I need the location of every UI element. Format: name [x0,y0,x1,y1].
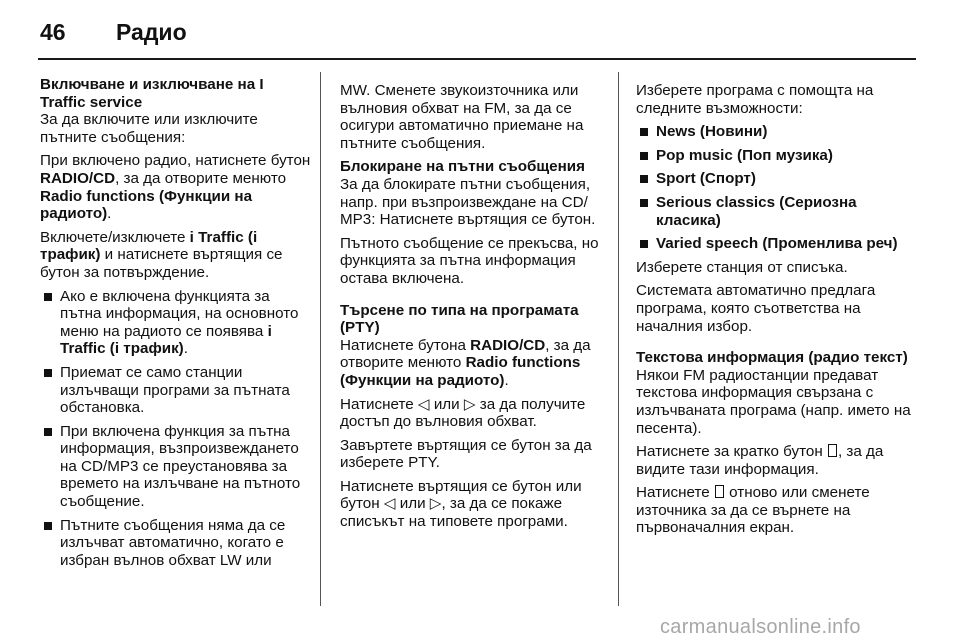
block-heading: Блокиране на пътни съобщения [340,158,586,176]
pty-step-3: Завъртете въртящия се бутон за да изберете PTY. [340,436,592,472]
program-options-list [636,123,916,253]
text-button-icon [828,444,837,457]
text-button-icon [715,485,724,498]
page-number: 46 [40,19,66,45]
list-item: Varied speech (Променлива реч) [636,235,916,253]
right-arrow-icon: ▷ [429,495,442,513]
radio-text-heading: Текстова информация (радио текст) [636,349,908,367]
list-item: News (Новини) [636,123,916,141]
program-text-1: Изберете станция от списъка. [636,258,848,276]
pty-step-4: Натиснете въртящия се бутон или бутон ◁ или ▷, за да се покаже списъкът на типовете програми. [340,477,582,531]
traffic-notes-list [40,288,312,570]
traffic-step-2: Включете/изключете i Traffic (i трафик) и натиснете въртящия се бутон за потвърждение. [40,228,283,281]
pty-heading: Търсене по типа на програмата (PTY) [340,301,579,337]
column-divider-1 [320,72,321,606]
block-text-1: За да блокирате пътни съобщения, напр. при възпроизвеждане на CD/ MP3: Натиснете въртящия се бутон. [340,175,596,229]
column-2 [340,82,606,537]
program-intro: Изберете програма с помощта на следните възможности: [636,82,874,117]
traffic-heading: Включване и изключване на I Traffic service [40,76,264,111]
column-1 [40,76,312,575]
page-title: Радио [116,19,187,45]
list-item: Пътните съобщения няма да се излъчват автоматично, когато е избран вълнов обхват LW или [40,517,312,570]
list-item: При включена функция за пътна информация, възпроизвеждането на CD/MP3 се преустановява за времето на излъчване на пътното съобщение. [40,423,312,511]
radio-text-1: Някои FM радиостанции предават текстова информация свързана с излъчваната програма (напр. името на песента). [636,366,911,437]
block-text-2: Пътното съобщение се прекъсва, но функцията за пътна информация остава включена. [340,234,599,287]
page-header [38,0,916,60]
pty-step-2: Натиснете ◁ или ▷ за да получите достъп до вълновия обхват. [340,395,586,431]
column-divider-2 [618,72,619,606]
watermark: carmanualsonline.info [660,616,861,638]
continued-text: MW. Сменете звукоизточника или вълновия обхват на FM, за да се осигури автоматично приемане на пътните съобщения. [340,82,584,152]
program-text-2: Системата автоматично предлага програма, която съответства на началния избор. [636,282,876,335]
traffic-intro: За да включите или изключите пътните съобщения: [40,111,258,146]
list-item: Sport (Спорт) [636,170,916,188]
list-item: Приемат се само станции излъчващи програми за пътната обстановка. [40,364,312,417]
radio-text-2: Натиснете за кратко бутон , за да видите тази информация. [636,443,884,478]
list-item: Pop music (Поп музика) [636,147,916,165]
list-item: Serious classics (Сериозна класика) [636,194,916,229]
right-arrow-icon: ▷ [463,395,476,413]
traffic-step-1: При включено радио, натиснете бутон RADIO/CD, за да отворите менюто Radio functions (Функции на радиото). [40,152,311,223]
left-arrow-icon: ◁ [417,395,430,413]
pty-step-1: Натиснете бутона RADIO/CD, за да отворите менюто Radio functions (Функции на радиото). [340,336,591,389]
list-item: Ако е включена функцията за пътна информация, на основното меню на радиото се появява i Traffic (i трафик). [40,288,312,358]
radio-text-3: Натиснете отново или сменете източника за да се върнете на първоначалния екран. [636,484,870,537]
column-3 [636,82,916,543]
left-arrow-icon: ◁ [383,495,396,513]
